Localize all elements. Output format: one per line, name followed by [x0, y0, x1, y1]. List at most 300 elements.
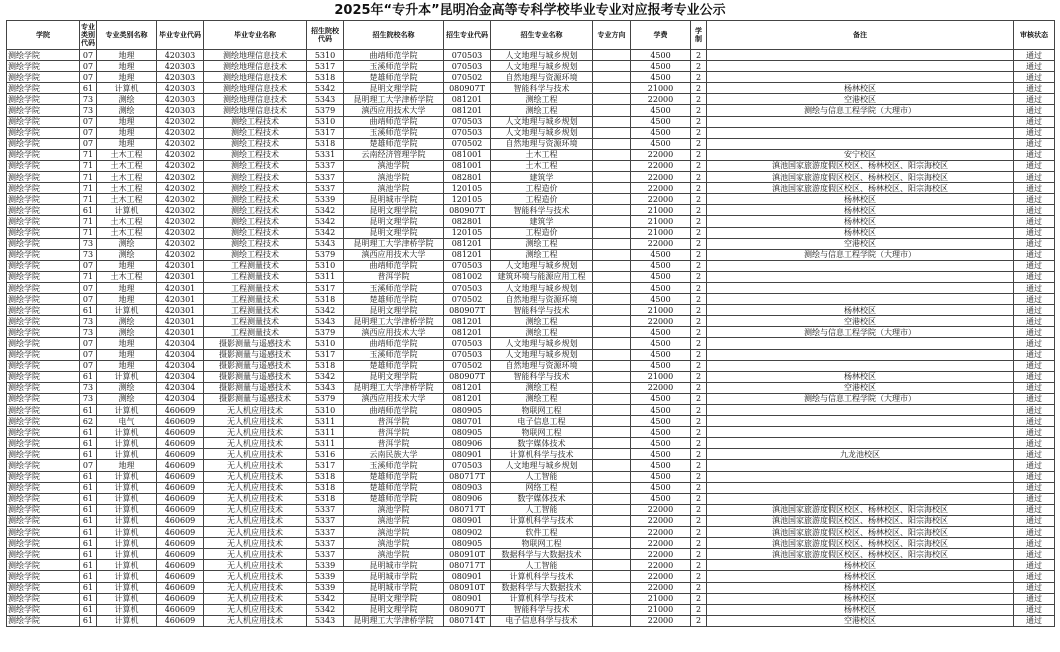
college-cell: 测绘学院	[7, 138, 80, 149]
enroll-major-code-cell: 070503	[444, 127, 491, 138]
duration-cell: 2	[691, 205, 707, 216]
enroll-major-name-cell: 人文地理与城乡规划	[491, 338, 593, 349]
school-name-cell: 滇池学院	[344, 527, 444, 538]
major-table	[6, 20, 1055, 627]
table-row	[7, 194, 1055, 205]
direction-cell	[593, 393, 631, 404]
enroll-major-code-cell: 081201	[444, 316, 491, 327]
school-code-cell: 5337	[307, 504, 344, 515]
category-name-cell: 计算机	[97, 482, 157, 493]
remark-cell: 杨林校区	[707, 560, 1014, 571]
grad-major-code-cell: 420303	[157, 83, 204, 94]
remark-cell	[707, 427, 1014, 438]
enroll-major-name-cell: 测绘工程	[491, 105, 593, 116]
school-name-cell: 玉溪师范学院	[344, 349, 444, 360]
college-cell: 测绘学院	[7, 460, 80, 471]
remark-cell	[707, 294, 1014, 305]
remark-cell: 杨林校区	[707, 593, 1014, 604]
duration-cell: 2	[691, 238, 707, 249]
direction-cell	[593, 504, 631, 515]
status-cell: 通过	[1014, 105, 1055, 116]
category-name-cell: 地理	[97, 349, 157, 360]
grad-major-code-cell: 460609	[157, 615, 204, 626]
college-cell: 测绘学院	[7, 160, 80, 171]
college-cell: 测绘学院	[7, 582, 80, 593]
college-cell: 测绘学院	[7, 305, 80, 316]
table-row	[7, 105, 1055, 116]
grad-major-code-cell: 420302	[157, 249, 204, 260]
school-code-cell: 5379	[307, 105, 344, 116]
college-cell: 测绘学院	[7, 527, 80, 538]
tuition-cell: 22000	[631, 504, 691, 515]
school-name-cell: 昆明城市学院	[344, 571, 444, 582]
enroll-major-name-cell: 人文地理与城乡规划	[491, 460, 593, 471]
tuition-cell: 22000	[631, 316, 691, 327]
school-code-cell: 5318	[307, 294, 344, 305]
school-code-cell: 5317	[307, 460, 344, 471]
enroll-major-code-cell: 081201	[444, 327, 491, 338]
page-title: 2025年“专升本”昆明冶金高等专科学校毕业专业对应报考专业公示	[334, 3, 726, 18]
status-cell: 通过	[1014, 438, 1055, 449]
remark-cell: 滇池国家旅游度假区校区、杨林校区、阳宗海校区	[707, 183, 1014, 194]
status-cell: 通过	[1014, 127, 1055, 138]
header-grad-major-name: 毕业专业名称	[204, 21, 307, 50]
grad-major-name-cell: 测绘工程技术	[204, 216, 307, 227]
enroll-major-name-cell: 测绘工程	[491, 94, 593, 105]
grad-major-code-cell: 420303	[157, 94, 204, 105]
status-cell: 通过	[1014, 72, 1055, 83]
table-row	[7, 560, 1055, 571]
status-cell: 通过	[1014, 515, 1055, 526]
status-cell: 通过	[1014, 549, 1055, 560]
grad-major-code-cell: 420301	[157, 271, 204, 282]
college-cell: 测绘学院	[7, 216, 80, 227]
category-code-cell: 71	[80, 271, 97, 282]
school-code-cell: 5310	[307, 116, 344, 127]
status-cell: 通过	[1014, 249, 1055, 260]
enroll-major-code-cell: 080901	[444, 593, 491, 604]
enroll-major-code-cell: 080907T	[444, 305, 491, 316]
duration-cell: 2	[691, 227, 707, 238]
tuition-cell: 4500	[631, 127, 691, 138]
category-code-cell: 07	[80, 138, 97, 149]
grad-major-code-cell: 420301	[157, 260, 204, 271]
tuition-cell: 22000	[631, 160, 691, 171]
enroll-major-name-cell: 人文地理与城乡规划	[491, 116, 593, 127]
enroll-major-name-cell: 建筑环境与能源应用工程	[491, 271, 593, 282]
direction-cell	[593, 349, 631, 360]
grad-major-code-cell: 460609	[157, 471, 204, 482]
remark-cell: 安宁校区	[707, 149, 1014, 160]
school-code-cell: 5342	[307, 216, 344, 227]
school-name-cell: 曲靖师范学院	[344, 338, 444, 349]
college-cell: 测绘学院	[7, 405, 80, 416]
enroll-major-name-cell: 计算机科学与技术	[491, 571, 593, 582]
table-row	[7, 349, 1055, 360]
school-code-cell: 5318	[307, 493, 344, 504]
direction-cell	[593, 50, 631, 61]
school-code-cell: 5339	[307, 560, 344, 571]
college-cell: 测绘学院	[7, 227, 80, 238]
category-name-cell: 计算机	[97, 615, 157, 626]
enroll-major-code-cell: 120105	[444, 227, 491, 238]
college-cell: 测绘学院	[7, 360, 80, 371]
grad-major-code-cell: 420302	[157, 194, 204, 205]
duration-cell: 2	[691, 61, 707, 72]
tuition-cell: 22000	[631, 183, 691, 194]
school-code-cell: 5318	[307, 72, 344, 83]
category-name-cell: 地理	[97, 50, 157, 61]
category-code-cell: 61	[80, 593, 97, 604]
tuition-cell: 22000	[631, 94, 691, 105]
tuition-cell: 4500	[631, 482, 691, 493]
category-name-cell: 计算机	[97, 504, 157, 515]
duration-cell: 2	[691, 405, 707, 416]
school-code-cell: 5379	[307, 393, 344, 404]
tuition-cell: 22000	[631, 549, 691, 560]
status-cell: 通过	[1014, 493, 1055, 504]
remark-cell: 空港校区	[707, 382, 1014, 393]
category-code-cell: 61	[80, 504, 97, 515]
category-code-cell: 07	[80, 360, 97, 371]
status-cell: 通过	[1014, 338, 1055, 349]
enroll-major-code-cell: 080907T	[444, 83, 491, 94]
status-cell: 通过	[1014, 305, 1055, 316]
enroll-major-name-cell: 测绘工程	[491, 382, 593, 393]
enroll-major-name-cell: 自然地理与资源环境	[491, 360, 593, 371]
duration-cell: 2	[691, 582, 707, 593]
school-code-cell: 5343	[307, 238, 344, 249]
grad-major-code-cell: 460609	[157, 538, 204, 549]
category-name-cell: 测绘	[97, 316, 157, 327]
duration-cell: 2	[691, 338, 707, 349]
category-name-cell: 计算机	[97, 427, 157, 438]
remark-cell: 杨林校区	[707, 371, 1014, 382]
school-code-cell: 5342	[307, 83, 344, 94]
remark-cell: 测绘与信息工程学院（大理市）	[707, 105, 1014, 116]
school-name-cell: 昆明文理学院	[344, 205, 444, 216]
category-code-cell: 07	[80, 282, 97, 293]
enroll-major-code-cell: 080905	[444, 427, 491, 438]
tuition-cell: 4500	[631, 471, 691, 482]
table-row	[7, 238, 1055, 249]
grad-major-name-cell: 无人机应用技术	[204, 504, 307, 515]
table-row	[7, 94, 1055, 105]
school-name-cell: 滇池学院	[344, 549, 444, 560]
school-code-cell: 5343	[307, 382, 344, 393]
category-name-cell: 计算机	[97, 571, 157, 582]
enroll-major-name-cell: 物联网工程	[491, 538, 593, 549]
college-cell: 测绘学院	[7, 183, 80, 194]
grad-major-code-cell: 460609	[157, 571, 204, 582]
tuition-cell: 4500	[631, 294, 691, 305]
status-cell: 通过	[1014, 205, 1055, 216]
direction-cell	[593, 371, 631, 382]
school-code-cell: 5318	[307, 471, 344, 482]
school-code-cell: 5311	[307, 427, 344, 438]
category-name-cell: 计算机	[97, 449, 157, 460]
category-name-cell: 计算机	[97, 582, 157, 593]
status-cell: 通过	[1014, 116, 1055, 127]
duration-cell: 2	[691, 471, 707, 482]
college-cell: 测绘学院	[7, 349, 80, 360]
table-row	[7, 593, 1055, 604]
remark-cell: 测绘与信息工程学院（大理市）	[707, 327, 1014, 338]
category-name-cell: 计算机	[97, 438, 157, 449]
duration-cell: 2	[691, 72, 707, 83]
tuition-cell: 4500	[631, 327, 691, 338]
category-code-cell: 07	[80, 460, 97, 471]
tuition-cell: 22000	[631, 172, 691, 183]
school-code-cell: 5317	[307, 349, 344, 360]
tuition-cell: 21000	[631, 83, 691, 94]
enroll-major-name-cell: 智能科学与技术	[491, 371, 593, 382]
school-name-cell: 楚雄师范学院	[344, 493, 444, 504]
status-cell: 通过	[1014, 449, 1055, 460]
tuition-cell: 4500	[631, 50, 691, 61]
tuition-cell: 21000	[631, 205, 691, 216]
tuition-cell: 4500	[631, 282, 691, 293]
duration-cell: 2	[691, 216, 707, 227]
school-name-cell: 滇池学院	[344, 172, 444, 183]
category-name-cell: 土木工程	[97, 160, 157, 171]
category-code-cell: 73	[80, 382, 97, 393]
remark-cell: 杨林校区	[707, 227, 1014, 238]
status-cell: 通过	[1014, 382, 1055, 393]
direction-cell	[593, 249, 631, 260]
enroll-major-name-cell: 人工智能	[491, 504, 593, 515]
grad-major-code-cell: 420302	[157, 127, 204, 138]
tuition-cell: 22000	[631, 194, 691, 205]
tuition-cell: 21000	[631, 227, 691, 238]
college-cell: 测绘学院	[7, 371, 80, 382]
duration-cell: 2	[691, 249, 707, 260]
enroll-major-code-cell: 080905	[444, 538, 491, 549]
enroll-major-name-cell: 建筑学	[491, 172, 593, 183]
enroll-major-code-cell: 080717T	[444, 560, 491, 571]
grad-major-name-cell: 测绘地理信息技术	[204, 72, 307, 83]
category-name-cell: 地理	[97, 282, 157, 293]
duration-cell: 2	[691, 294, 707, 305]
tuition-cell: 4500	[631, 249, 691, 260]
status-cell: 通过	[1014, 94, 1055, 105]
enroll-major-name-cell: 自然地理与资源环境	[491, 72, 593, 83]
direction-cell	[593, 438, 631, 449]
enroll-major-name-cell: 电子信息科学与技术	[491, 615, 593, 626]
duration-cell: 2	[691, 382, 707, 393]
grad-major-name-cell: 无人机应用技术	[204, 460, 307, 471]
enroll-major-name-cell: 人文地理与城乡规划	[491, 260, 593, 271]
table-row	[7, 615, 1055, 626]
remark-cell	[707, 61, 1014, 72]
tuition-cell: 4500	[631, 105, 691, 116]
tuition-cell: 4500	[631, 460, 691, 471]
school-name-cell: 曲靖师范学院	[344, 405, 444, 416]
enroll-major-name-cell: 数字媒体技术	[491, 493, 593, 504]
grad-major-code-cell: 420304	[157, 382, 204, 393]
enroll-major-code-cell: 080910T	[444, 582, 491, 593]
header-college: 学院	[7, 21, 80, 50]
grad-major-code-cell: 420301	[157, 294, 204, 305]
table-row	[7, 427, 1055, 438]
direction-cell	[593, 482, 631, 493]
school-name-cell: 滇池学院	[344, 504, 444, 515]
tuition-cell: 22000	[631, 527, 691, 538]
direction-cell	[593, 382, 631, 393]
grad-major-name-cell: 测绘工程技术	[204, 160, 307, 171]
remark-cell: 滇池国家旅游度假区校区、杨林校区、阳宗海校区	[707, 538, 1014, 549]
table-row	[7, 393, 1055, 404]
remark-cell: 杨林校区	[707, 216, 1014, 227]
table-row	[7, 61, 1055, 72]
grad-major-name-cell: 测绘地理信息技术	[204, 94, 307, 105]
category-name-cell: 测绘	[97, 249, 157, 260]
category-code-cell: 73	[80, 94, 97, 105]
grad-major-code-cell: 420302	[157, 227, 204, 238]
remark-cell: 九龙池校区	[707, 449, 1014, 460]
tuition-cell: 4500	[631, 438, 691, 449]
tuition-cell: 21000	[631, 216, 691, 227]
category-name-cell: 地理	[97, 61, 157, 72]
remark-cell: 滇池国家旅游度假区校区、杨林校区、阳宗海校区	[707, 549, 1014, 560]
status-cell: 通过	[1014, 582, 1055, 593]
category-name-cell: 计算机	[97, 371, 157, 382]
school-code-cell: 5337	[307, 527, 344, 538]
grad-major-code-cell: 460609	[157, 482, 204, 493]
grad-major-name-cell: 测绘工程技术	[204, 227, 307, 238]
direction-cell	[593, 571, 631, 582]
status-cell: 通过	[1014, 504, 1055, 515]
school-code-cell: 5317	[307, 127, 344, 138]
enroll-major-code-cell: 080907T	[444, 205, 491, 216]
remark-cell	[707, 72, 1014, 83]
status-cell: 通过	[1014, 593, 1055, 604]
school-code-cell: 5342	[307, 604, 344, 615]
enroll-major-code-cell: 081201	[444, 94, 491, 105]
table-row	[7, 260, 1055, 271]
enroll-major-name-cell: 数据科学与大数据技术	[491, 549, 593, 560]
status-cell: 通过	[1014, 61, 1055, 72]
table-header	[7, 21, 1055, 50]
category-code-cell: 73	[80, 249, 97, 260]
duration-cell: 2	[691, 515, 707, 526]
school-name-cell: 楚雄师范学院	[344, 360, 444, 371]
direction-cell	[593, 538, 631, 549]
grad-major-name-cell: 摄影测量与遥感技术	[204, 382, 307, 393]
direction-cell	[593, 205, 631, 216]
duration-cell: 2	[691, 316, 707, 327]
college-cell: 测绘学院	[7, 604, 80, 615]
grad-major-name-cell: 无人机应用技术	[204, 471, 307, 482]
direction-cell	[593, 227, 631, 238]
enroll-major-name-cell: 测绘工程	[491, 238, 593, 249]
enroll-major-code-cell: 070503	[444, 460, 491, 471]
school-name-cell: 玉溪师范学院	[344, 127, 444, 138]
header-grad-major-code: 毕业专业代码	[157, 21, 204, 50]
grad-major-name-cell: 无人机应用技术	[204, 538, 307, 549]
table-row	[7, 172, 1055, 183]
direction-cell	[593, 294, 631, 305]
status-cell: 通过	[1014, 527, 1055, 538]
header-enroll-major-name: 招生专业名称	[491, 21, 593, 50]
table-row	[7, 83, 1055, 94]
category-code-cell: 73	[80, 105, 97, 116]
category-name-cell: 地理	[97, 127, 157, 138]
header-school-name: 招生院校名称	[344, 21, 444, 50]
duration-cell: 2	[691, 527, 707, 538]
enroll-major-code-cell: 080906	[444, 438, 491, 449]
school-name-cell: 昆明城市学院	[344, 194, 444, 205]
school-name-cell: 昆明文理学院	[344, 371, 444, 382]
school-code-cell: 5343	[307, 94, 344, 105]
table-row	[7, 449, 1055, 460]
school-name-cell: 滇西应用技术大学	[344, 105, 444, 116]
category-name-cell: 土木工程	[97, 227, 157, 238]
remark-cell	[707, 360, 1014, 371]
remark-cell	[707, 282, 1014, 293]
grad-major-code-cell: 460609	[157, 604, 204, 615]
table-row	[7, 116, 1055, 127]
college-cell: 测绘学院	[7, 560, 80, 571]
enroll-major-code-cell: 082801	[444, 216, 491, 227]
college-cell: 测绘学院	[7, 116, 80, 127]
tuition-cell: 4500	[631, 493, 691, 504]
enroll-major-code-cell: 070503	[444, 349, 491, 360]
enroll-major-name-cell: 工程造价	[491, 194, 593, 205]
school-code-cell: 5343	[307, 615, 344, 626]
college-cell: 测绘学院	[7, 72, 80, 83]
enroll-major-name-cell: 数据科学与大数据技术	[491, 582, 593, 593]
status-cell: 通过	[1014, 560, 1055, 571]
category-code-cell: 61	[80, 582, 97, 593]
remark-cell	[707, 260, 1014, 271]
header-direction: 专业方向	[593, 21, 631, 50]
grad-major-code-cell: 420304	[157, 371, 204, 382]
school-name-cell: 昆明文理学院	[344, 604, 444, 615]
college-cell: 测绘学院	[7, 338, 80, 349]
grad-major-name-cell: 测绘工程技术	[204, 127, 307, 138]
enroll-major-name-cell: 智能科学与技术	[491, 205, 593, 216]
grad-major-code-cell: 420304	[157, 393, 204, 404]
school-code-cell: 5343	[307, 316, 344, 327]
tuition-cell: 22000	[631, 538, 691, 549]
school-code-cell: 5310	[307, 50, 344, 61]
school-name-cell: 昆明城市学院	[344, 582, 444, 593]
category-name-cell: 测绘	[97, 382, 157, 393]
category-name-cell: 计算机	[97, 83, 157, 94]
college-cell: 测绘学院	[7, 249, 80, 260]
school-code-cell: 5342	[307, 371, 344, 382]
enroll-major-code-cell: 080901	[444, 449, 491, 460]
grad-major-name-cell: 测绘工程技术	[204, 172, 307, 183]
table-body	[7, 50, 1055, 627]
grad-major-name-cell: 测绘工程技术	[204, 183, 307, 194]
table-row	[7, 549, 1055, 560]
remark-cell: 杨林校区	[707, 571, 1014, 582]
category-code-cell: 61	[80, 538, 97, 549]
category-name-cell: 土木工程	[97, 149, 157, 160]
direction-cell	[593, 183, 631, 194]
enroll-major-code-cell: 080902	[444, 527, 491, 538]
duration-cell: 2	[691, 172, 707, 183]
category-code-cell: 61	[80, 493, 97, 504]
grad-major-code-cell: 420303	[157, 61, 204, 72]
enroll-major-code-cell: 080907T	[444, 604, 491, 615]
enroll-major-code-cell: 070503	[444, 338, 491, 349]
duration-cell: 2	[691, 571, 707, 582]
college-cell: 测绘学院	[7, 316, 80, 327]
status-cell: 通过	[1014, 271, 1055, 282]
